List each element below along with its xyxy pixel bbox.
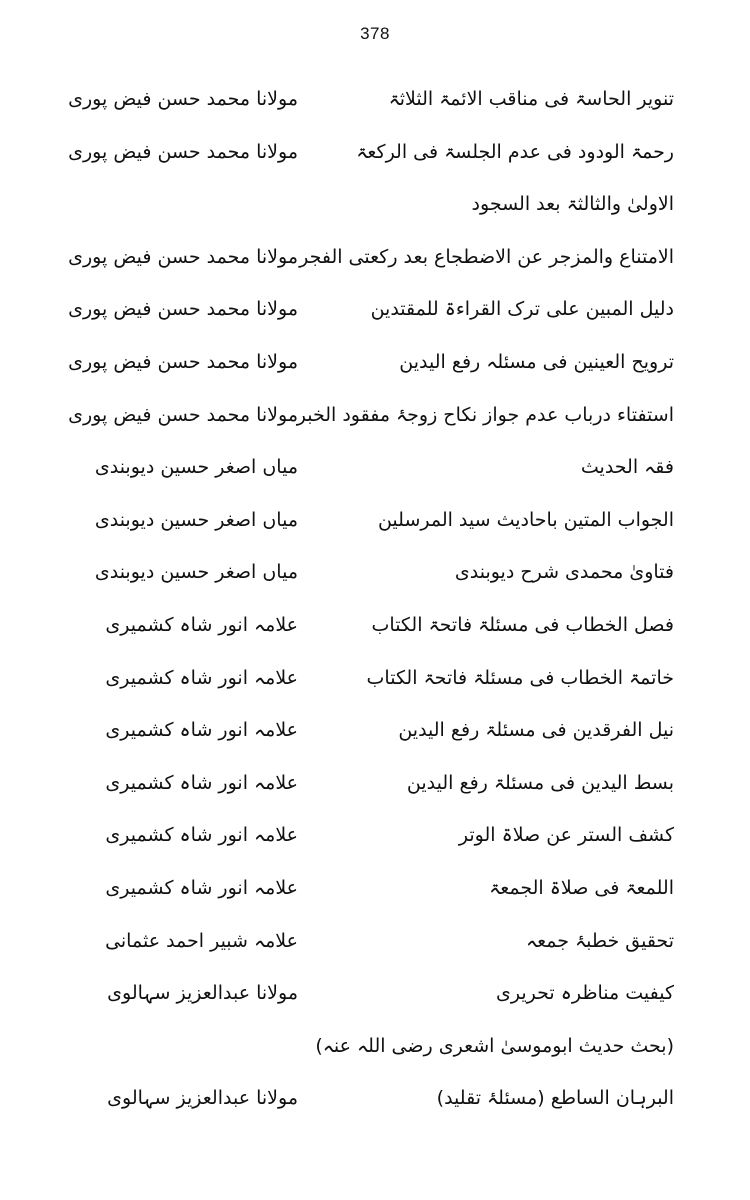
list-item <box>0 760 750 813</box>
book-author: علامہ شبیر احمد عثمانی <box>105 929 298 952</box>
list-item <box>0 181 750 234</box>
book-author: مولانا عبدالعزیز سہالوی <box>107 1087 298 1110</box>
list-item <box>0 865 750 918</box>
book-title: الجواب المتین باحادیث سید المرسلین <box>377 508 674 531</box>
list-item <box>0 234 750 287</box>
book-list <box>0 76 750 1128</box>
book-author: مولانا محمد حسن فیض پوری <box>68 403 298 426</box>
book-author: علامہ انور شاہ کشمیری <box>105 719 298 742</box>
list-item <box>0 444 750 497</box>
book-author: میاں اصغر حسین دیوبندی <box>94 456 298 479</box>
list-item <box>0 549 750 602</box>
book-title: تنویر الحاسۃ فی مناقب الائمۃ الثلاثۃ <box>388 88 674 110</box>
list-item <box>0 707 750 760</box>
book-author: میاں اصغر حسین دیوبندی <box>94 508 298 531</box>
book-title: الامتناع والمزجر عن الاضطجاع بعد رکعتی الفجر <box>299 245 674 268</box>
list-item <box>0 1023 750 1076</box>
book-title: فقہ الحدیث <box>580 456 674 479</box>
book-title: تحقیق خطبۂ جمعہ <box>525 929 674 952</box>
book-author: علامہ انور شاہ کشمیری <box>105 876 298 899</box>
book-author: میاں اصغر حسین دیوبندی <box>94 561 298 584</box>
list-item <box>0 129 750 182</box>
book-title-continuation: الاولیٰ والثالثۃ بعد السجود <box>471 193 674 216</box>
list-item <box>0 76 750 129</box>
list-item <box>0 655 750 708</box>
book-author: علامہ انور شاہ کشمیری <box>105 666 298 689</box>
book-author: علامہ انور شاہ کشمیری <box>105 771 298 794</box>
book-title: فصل الخطاب فی مسئلۃ فاتحۃ الکتاب <box>371 613 674 636</box>
book-title: بسط الیدین فی مسئلۃ رفع الیدین <box>406 771 674 794</box>
book-author: مولانا محمد حسن فیض پوری <box>68 88 298 110</box>
book-title: رحمۃ الودود فی عدم الجلسۃ فی الرکعۃ <box>356 140 674 163</box>
page-number: 378 <box>360 24 390 43</box>
book-author: مولانا محمد حسن فیض پوری <box>68 245 298 268</box>
book-title: نیل الفرقدین فی مسئلۃ رفع الیدین <box>398 719 674 742</box>
list-item <box>0 918 750 971</box>
book-title-note: (بحث حدیث ابوموسیٰ اشعری رضی اللہ عنہ) <box>315 1034 674 1057</box>
list-item <box>0 392 750 445</box>
book-title: فتاویٰ محمدی شرح دیوبندی <box>454 561 674 584</box>
list-item <box>0 812 750 865</box>
list-item <box>0 602 750 655</box>
book-title: البرہان الساطع (مسئلۂ تقلید) <box>436 1087 674 1110</box>
book-title: استفتاء درباب عدم جواز نکاح زوجۂ مفقود الخبر <box>296 403 674 426</box>
book-title: کیفیت مناظرہ تحریری <box>496 982 674 1005</box>
list-item <box>0 1075 750 1128</box>
book-author: مولانا محمد حسن فیض پوری <box>68 298 298 321</box>
book-title: کشف الستر عن صلاۃ الوتر <box>458 824 674 847</box>
book-title: دلیل المبین علی ترک القراءۃ للمقتدین <box>370 298 674 321</box>
list-item <box>0 970 750 1023</box>
book-title: خاتمۃ الخطاب فی مسئلۃ فاتحۃ الکتاب <box>366 666 674 689</box>
book-author: علامہ انور شاہ کشمیری <box>105 824 298 847</box>
book-title: ترویح العینین فی مسئلہ رفع الیدین <box>399 350 674 373</box>
book-author: مولانا محمد حسن فیض پوری <box>68 350 298 373</box>
book-author: مولانا محمد حسن فیض پوری <box>68 140 298 163</box>
book-author: مولانا عبدالعزیز سہالوی <box>107 982 298 1005</box>
list-item <box>0 497 750 550</box>
list-item <box>0 286 750 339</box>
book-author: علامہ انور شاہ کشمیری <box>105 613 298 636</box>
list-item <box>0 339 750 392</box>
book-title: اللمعۃ فی صلاۃ الجمعۃ <box>489 876 674 899</box>
